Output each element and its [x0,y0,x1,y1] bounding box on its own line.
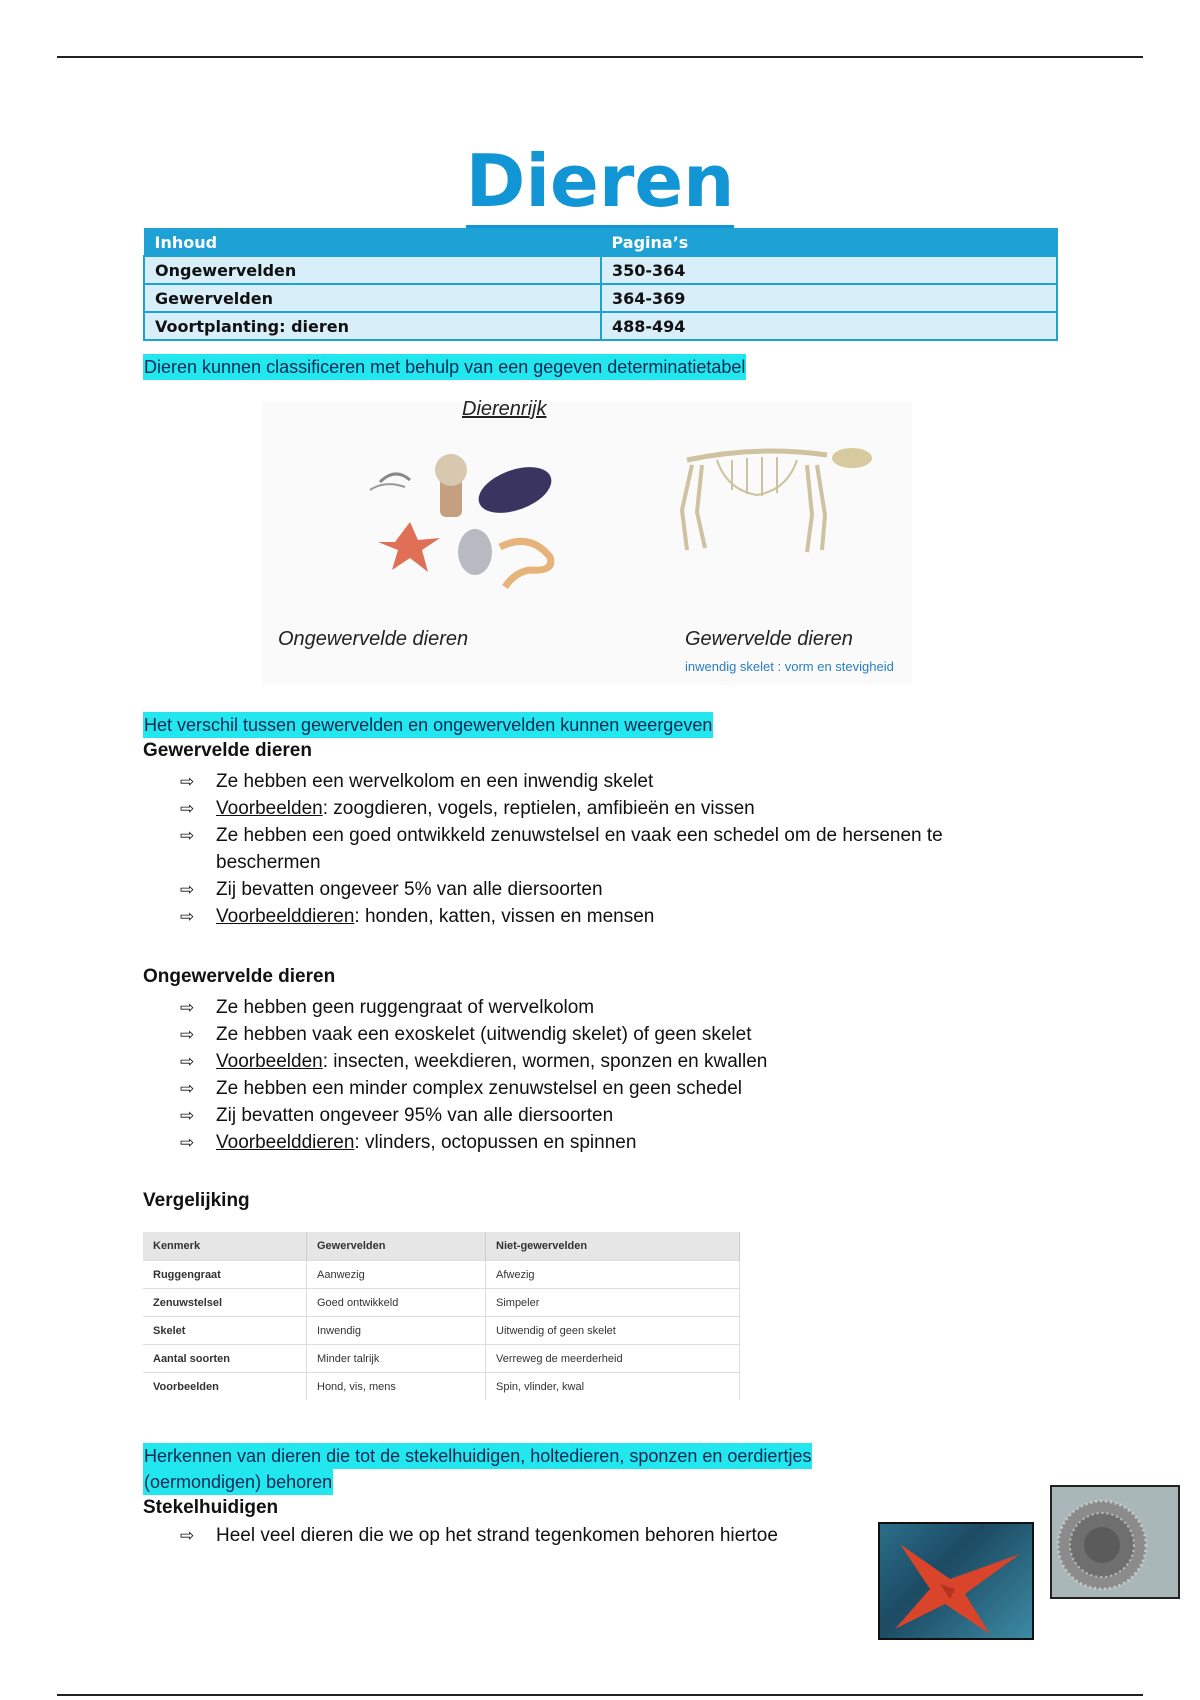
table-row [143,1317,740,1345]
list-item: ⇨ Zij bevatten ongeveer 5% van alle diersoorten [180,876,1020,903]
heading-invertebrates: Ongewervelde dieren [143,966,336,987]
toc-topic: Voortplanting: dieren [144,312,601,340]
echinoderms-list [180,1522,820,1549]
contents-table [143,228,1058,341]
arrow-icon: ⇨ [180,1079,195,1098]
list-item: ⇨ Ze hebben een wervelkolom en een inwendig skelet [180,768,1020,795]
cmp-feature: Ruggengraat [143,1261,307,1289]
page-title: Dieren [0,145,1200,217]
toc-header-pages: Pagina’s [601,229,1057,257]
arrow-icon: ⇨ [180,1133,195,1152]
invertebrates-illustration [310,442,570,592]
cmp-header: Niet-gewervelden [486,1232,740,1261]
list-item: ⇨ Ze hebben een goed ontwikkeld zenuwstelsel en vaak een schedel om de hersenen te beschermen [180,822,1020,876]
list-item: ⇨ Ze hebben geen ruggengraat of wervelkolom [180,994,1020,1021]
heading-echinoderms: Stekelhuidigen [143,1497,279,1518]
arrow-icon: ⇨ [180,1052,195,1071]
heading-vertebrates: Gewervelde dieren [143,740,312,761]
cmp-feature: Skelet [143,1317,307,1345]
arrow-icon: ⇨ [180,880,195,899]
toc-pages: 350-364 [601,256,1057,284]
toc-pages: 488-494 [601,312,1057,340]
arrow-icon: ⇨ [180,1106,195,1125]
toc-row [144,284,1057,312]
cmp-vertebrates: Goed ontwikkeld [307,1289,486,1317]
top-rule [57,56,1143,58]
list-item: ⇨ Ze hebben vaak een exoskelet (uitwendig skelet) of geen skelet [180,1021,1020,1048]
learning-goal-difference: Het verschil tussen gewervelden en ongewervelden kunnen weergeven [143,712,713,738]
cmp-feature: Zenuwstelsel [143,1289,307,1317]
toc-row [144,256,1057,284]
learning-goal-classify: Dieren kunnen classificeren met behulp van een gegeven determinatietabel [143,354,746,380]
comparison-table [143,1232,740,1400]
cmp-header: Kenmerk [143,1232,307,1261]
vertebrates-list [180,768,1020,930]
cmp-feature: Aantal soorten [143,1345,307,1373]
sea-urchin-shape [1052,1487,1178,1597]
list-item: ⇨ Voorbeelddieren: vlinders, octopussen en spinnen [180,1129,1020,1156]
list-item: ⇨ Voorbeelden: zoogdieren, vogels, reptielen, amfibieën en vissen [180,795,1020,822]
bottom-rule [57,1694,1143,1696]
sea-urchin-photo [1050,1485,1180,1599]
toc-topic: Ongewervelden [144,256,601,284]
list-item: ⇨ Voorbeelden: insecten, weekdieren, wormen, sponzen en kwallen [180,1048,1020,1075]
starfish-shape [880,1524,1032,1638]
toc-header-content: Inhoud [144,229,601,257]
arrow-icon: ⇨ [180,998,195,1017]
cmp-invertebrates: Uitwendig of geen skelet [486,1317,740,1345]
toc-topic: Gewervelden [144,284,601,312]
cmp-vertebrates: Minder talrijk [307,1345,486,1373]
list-item: ⇨ Heel veel dieren die we op het strand tegenkomen behoren hiertoe [180,1522,820,1549]
cmp-vertebrates: Aanwezig [307,1261,486,1289]
cmp-invertebrates: Spin, vlinder, kwal [486,1373,740,1401]
toc-row [144,312,1057,340]
figure-title: Dierenrijk [462,398,547,420]
caption-invertebrates: Ongewervelde dieren [278,628,469,650]
arrow-icon: ⇨ [180,799,195,818]
caption-vertebrates: Gewervelde dieren [685,628,853,650]
list-item: ⇨ Voorbeelddieren: honden, katten, vissen en mensen [180,903,1020,930]
arrow-icon: ⇨ [180,1025,195,1044]
cmp-invertebrates: Verreweg de meerderheid [486,1345,740,1373]
table-row [143,1289,740,1317]
learning-goal-recognize-1: Herkennen van dieren die tot de stekelhuidigen, holtedieren, sponzen en oerdiertjes [143,1443,812,1469]
cmp-invertebrates: Afwezig [486,1261,740,1289]
list-item: ⇨ Ze hebben een minder complex zenuwstelsel en geen schedel [180,1075,1020,1102]
cmp-vertebrates: Inwendig [307,1317,486,1345]
heading-comparison: Vergelijking [143,1190,250,1211]
list-item: ⇨ Zij bevatten ongeveer 95% van alle diersoorten [180,1102,1020,1129]
table-row [143,1373,740,1401]
arrow-icon: ⇨ [180,826,195,845]
caption-vertebrates-sub: inwendig skelet : vorm en stevigheid [685,659,894,674]
arrow-icon: ⇨ [180,907,195,926]
cmp-invertebrates: Simpeler [486,1289,740,1317]
learning-goal-recognize-2: (oermondigen) behoren [143,1469,333,1495]
vertebrate-skeleton-illustration [657,430,877,560]
toc-pages: 364-369 [601,284,1057,312]
invertebrates-list [180,994,1020,1156]
cmp-vertebrates: Hond, vis, mens [307,1373,486,1401]
cmp-header: Gewervelden [307,1232,486,1261]
cmp-feature: Voorbeelden [143,1373,307,1401]
arrow-icon: ⇨ [180,1526,195,1545]
table-row [143,1261,740,1289]
arrow-icon: ⇨ [180,772,195,791]
table-row [143,1345,740,1373]
starfish-photo [878,1522,1034,1640]
